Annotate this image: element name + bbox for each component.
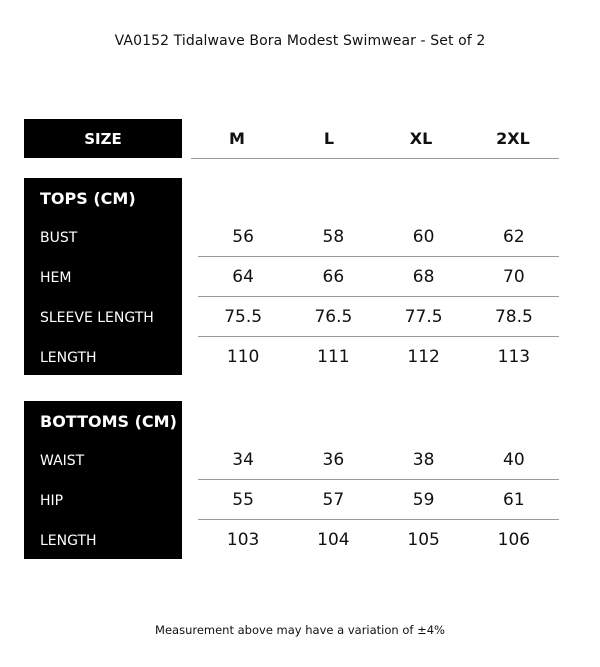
- table-row: [198, 440, 559, 480]
- table-cell: 56: [232, 226, 254, 247]
- row-label-sleeve-length: SLEEVE LENGTH: [40, 310, 154, 326]
- row-label-hip: HIP: [40, 493, 64, 509]
- table-cell: 110: [226, 346, 260, 367]
- table-cell: 112: [407, 346, 440, 367]
- tops-label-block: [24, 178, 182, 375]
- table-cell: 55: [232, 489, 254, 510]
- table-row: [198, 217, 559, 257]
- row-label-tops-length: LENGTH: [40, 350, 97, 366]
- bottoms-section-title: BOTTOMS (CM): [40, 411, 177, 431]
- bottoms-values-grid: [198, 440, 559, 559]
- table-cell: 62: [503, 226, 525, 247]
- table-cell: 106: [497, 529, 531, 550]
- table-row: [198, 337, 559, 376]
- table-cell: 113: [497, 346, 531, 367]
- table-row: [198, 297, 559, 337]
- table-cell: 77.5: [404, 306, 443, 327]
- table-cell: 68: [412, 266, 435, 287]
- table-row: [198, 257, 559, 297]
- table-cell: 40: [503, 449, 525, 470]
- row-label-bust: BUST: [40, 230, 78, 246]
- size-header-row: [191, 119, 559, 159]
- table-row: [198, 480, 559, 520]
- table-cell: 60: [412, 226, 435, 247]
- table-cell: 58: [322, 226, 345, 247]
- table-cell: 66: [322, 266, 345, 287]
- table-cell: 34: [232, 449, 254, 470]
- bottoms-label-block: [24, 401, 182, 559]
- table-cell: 36: [322, 449, 345, 470]
- page-title: VA0152 Tidalwave Bora Modest Swimwear - Set of 2: [114, 33, 486, 49]
- row-label-bottoms-length: LENGTH: [40, 533, 97, 549]
- table-cell: 76.5: [314, 306, 353, 327]
- table-cell: 64: [232, 266, 254, 287]
- table-row: [198, 520, 559, 559]
- size-header-label: SIZE: [24, 119, 182, 158]
- tops-section-title: TOPS (CM): [40, 188, 136, 208]
- size-column-l: L: [323, 129, 335, 148]
- size-column-m: M: [229, 129, 245, 148]
- table-cell: 61: [503, 489, 525, 510]
- table-cell: 59: [412, 489, 435, 510]
- table-cell: 104: [317, 529, 350, 550]
- table-cell: 78.5: [494, 306, 533, 327]
- table-cell: 57: [322, 489, 345, 510]
- table-cell: 70: [503, 266, 525, 287]
- table-cell: 75.5: [224, 306, 263, 327]
- table-cell: 105: [407, 529, 440, 550]
- row-label-waist: WAIST: [40, 453, 85, 469]
- size-column-xl: XL: [409, 129, 433, 148]
- table-cell: 111: [317, 346, 350, 367]
- size-column-2xl: 2XL: [496, 129, 530, 148]
- measurement-note: Measurement above may have a variation of ±4%: [155, 623, 445, 637]
- tops-values-grid: [198, 217, 559, 376]
- table-cell: 103: [226, 529, 260, 550]
- row-label-hem: HEM: [40, 270, 72, 286]
- table-cell: 38: [412, 449, 435, 470]
